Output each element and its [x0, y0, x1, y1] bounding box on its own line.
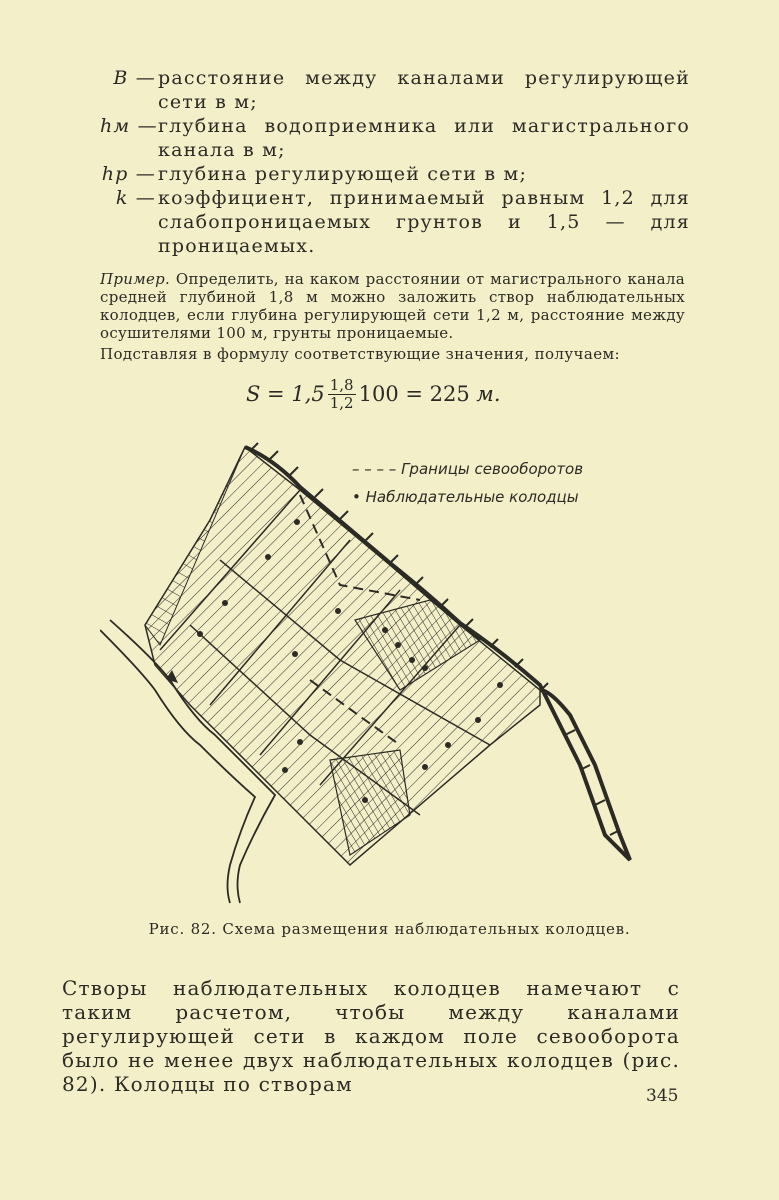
example-label: Пример. [100, 270, 171, 288]
formula [246, 368, 501, 420]
formula-rhs: 100 = 225 [358, 382, 470, 406]
figure-caption: Рис. 82. Схема размещения наблюдательных колодцев. [148, 920, 631, 938]
formula-fraction [328, 377, 356, 412]
definition-item [100, 114, 690, 162]
page-number: 345 [646, 1086, 679, 1106]
definition-symbol: hм — [100, 115, 158, 137]
definition-text: глубина водоприемника или магистрального канала в м; [158, 115, 690, 161]
definition-text: коэффициент, принимаемый равным 1,2 для слабопроницаемых грунтов и 1,5 — для проницаемых. [158, 187, 690, 257]
definition-item [100, 66, 690, 114]
legend-wells: • Наблюдательные колодцы [352, 488, 579, 506]
definition-symbol: B — [113, 67, 156, 89]
formula-denominator: 1,2 [329, 393, 354, 412]
formula-numerator: 1,8 [329, 375, 354, 394]
definition-item [100, 186, 690, 258]
definition-symbol: hр — [101, 163, 156, 185]
substitution-text: Подставляя в формулу соответствующие значения, получаем: [100, 345, 621, 363]
formula-unit: м. [476, 382, 501, 406]
formula-lhs: S = 1,5 [246, 382, 325, 406]
definition-item [100, 162, 690, 186]
legend-boundaries: – – – – Границы севооборотов [352, 460, 584, 478]
body-paragraph: Створы наблюдательных колодцев намечают с таким расчетом, чтобы между каналами регулирующей сети в каждом поле севооборота было не менее двух наблюдательных колодцев (рис. 82). Колодцы по створам [62, 976, 680, 1096]
definitions-list [100, 66, 690, 258]
definition-text: расстояние между каналами регулирующей сети в м; [158, 67, 690, 113]
figure-legend [352, 460, 583, 516]
example-paragraph [100, 270, 685, 342]
definition-text: глубина регулирующей сети в м; [158, 163, 528, 185]
example-text: Определить, на каком расстоянии от магистрального канала средней глубиной 1,8 м можно заложить створ наблюдательных колодцев, если глубина регулирующей сети 1,2 м, расстояние между осушителями 100 м, грунты проницаемые. [100, 270, 685, 342]
definition-symbol: k — [115, 187, 156, 209]
